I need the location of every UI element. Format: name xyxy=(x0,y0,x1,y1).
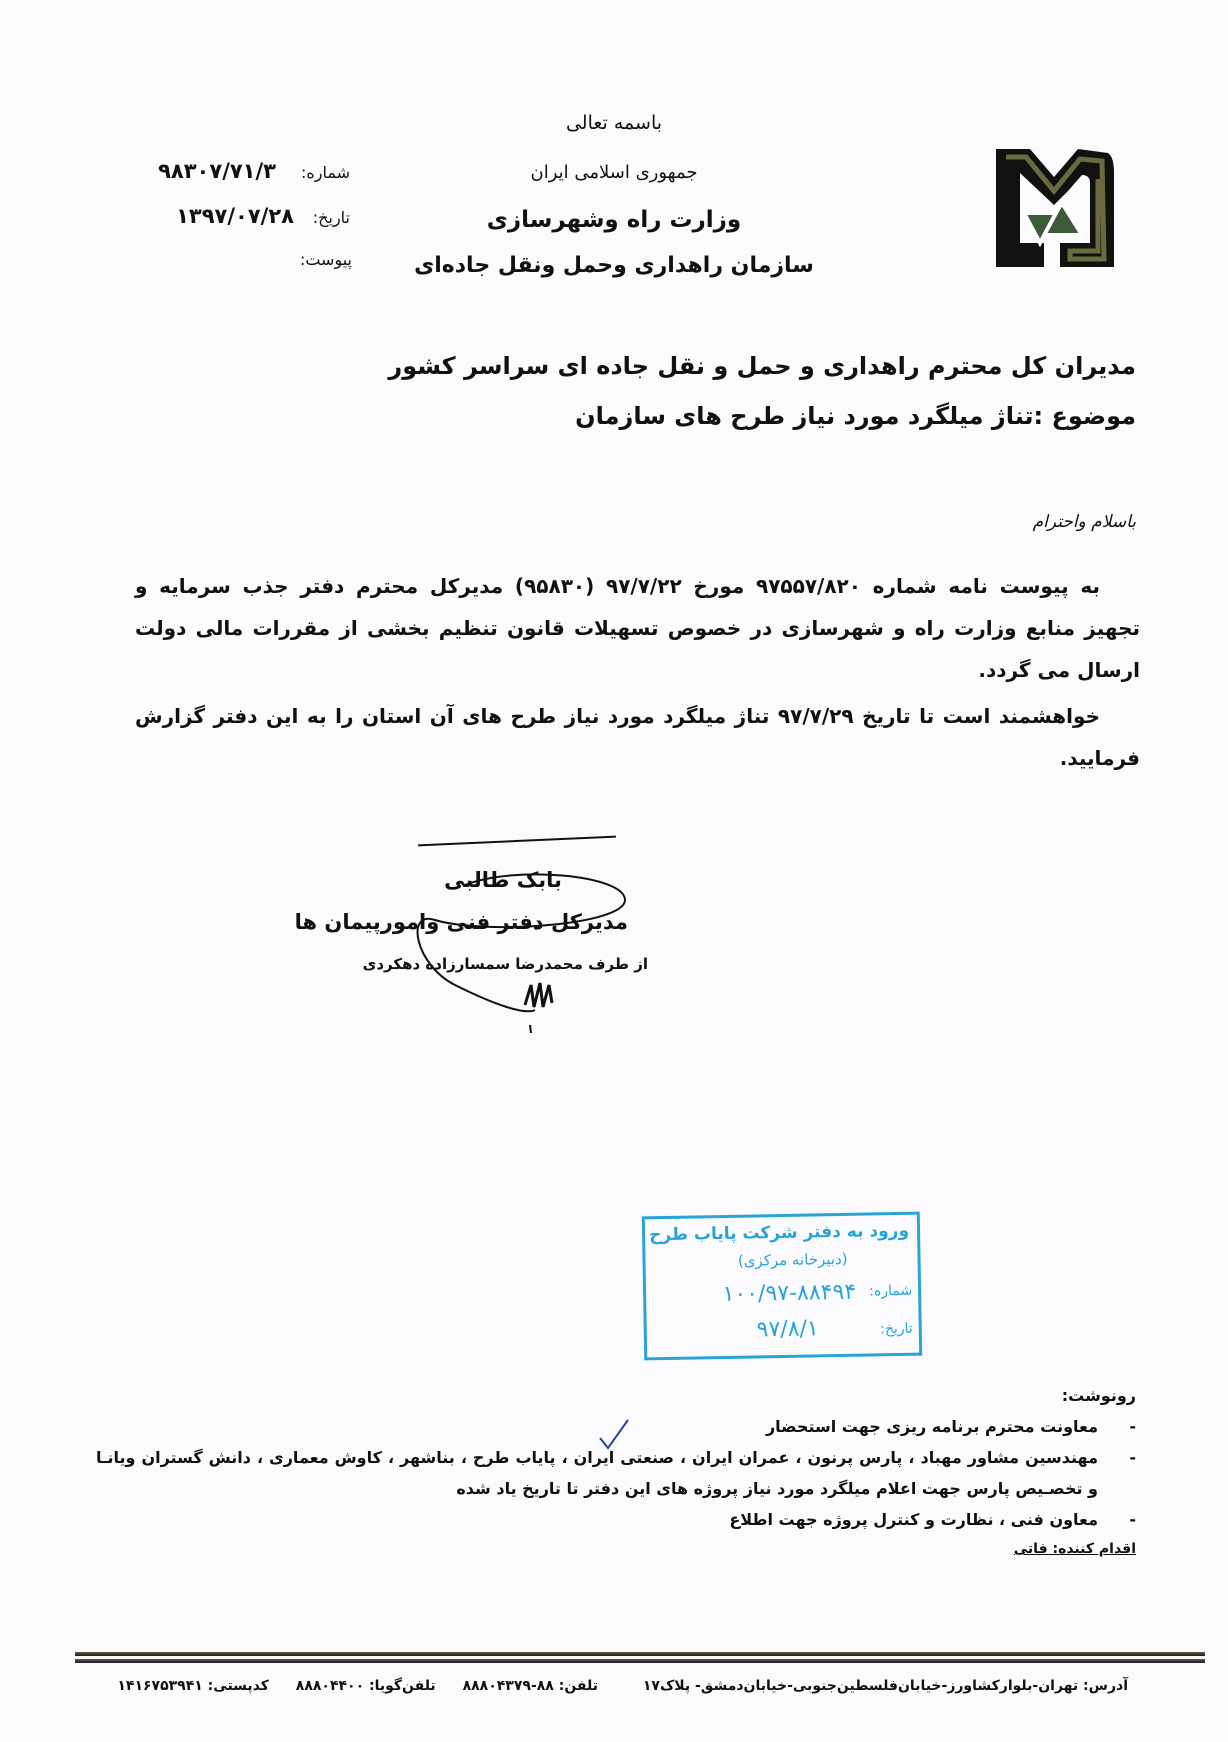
recipient: مدیران کل محترم راهداری و حمل و نقل جاده ای سراسر کشور xyxy=(388,352,1136,380)
paragraph-1: به پیوست نامه شماره ۹۷۵۵۷/۸۲۰ مورخ ۹۷/۷/۲۲ (۹۵۸۳۰) مدیرکل محترم دفتر جذب سرمایه و تجهیز منابع وزارت راه و شهرسازی در خصوص تسهیلات قانون تنظیم بخشی از مقررات مالی دولت ارسال می گردد. xyxy=(135,574,1140,682)
signatory-title: مدیرکل دفتر فنی وامورپیمان ها xyxy=(294,910,628,934)
receipt-stamp xyxy=(642,1212,922,1361)
copy-item-text: معاونت محترم برنامه ریزی جهت استحضار xyxy=(765,1417,1098,1436)
ministry-name: وزارت راه وشهرسازی xyxy=(486,207,742,233)
copy-item-text: مهندسین مشاور مهباد ، پارس پرنون ، عمران ایران ، صنعتی ایران ، پایاب طرح ، بناشهر ، کاوش معماری ، دانش گستران ویانـا و تخصـیص پارس جهت اعلام میلگرد مورد نیاز پروژه های این دفتر تا تاریخ یاد شده xyxy=(96,1448,1098,1498)
list-dash: - xyxy=(1129,1417,1136,1436)
footer-divider xyxy=(75,1652,1205,1664)
copy-item-text: معاون فنی ، نظارت و کنترل پروژه جهت اطلاع xyxy=(729,1510,1098,1529)
stamp-title: ورود به دفتر شرکت پایاب طرح xyxy=(648,1220,910,1246)
copy-item-2 xyxy=(96,1442,1136,1504)
copies-section xyxy=(96,1380,1136,1563)
signatory-on-behalf: از طرف محمدرضا سمسارزاده دهکردی xyxy=(362,955,648,973)
stamp-subtitle: (دبیرخانه مرکزی) xyxy=(737,1249,848,1270)
date-value: ۱۳۹۷/۰۷/۲۸ xyxy=(176,204,294,228)
basmeh: باسمه تعالی xyxy=(565,112,663,134)
date-label: تاریخ: xyxy=(312,208,350,227)
organization-logo xyxy=(990,143,1118,275)
footer-voice-phone: تلفن‌گویا: ۸۸۸۰۴۴۰۰ xyxy=(295,1678,436,1694)
stamp-date-label: تاریخ: xyxy=(880,1320,913,1338)
paragraph-2: خواهشمند است تا تاریخ ۹۷/۷/۲۹ تناژ میلگرد مورد نیاز طرح های آن استان را به این دفتر گزارش فرمایید. xyxy=(135,704,1140,770)
stamp-date: ۹۷/۸/۱ xyxy=(756,1316,819,1343)
footer-postal-code: کدپستی: ۱۴۱۶۷۵۳۹۴۱ xyxy=(117,1678,269,1694)
footer-contact xyxy=(117,1678,1128,1694)
list-dash: - xyxy=(1129,1448,1136,1467)
number-value: ۹۸۳۰۷/۷۱/۳ xyxy=(158,159,276,183)
stamp-number: ۱۰۰/۹۷-۸۸۴۹۴ xyxy=(722,1279,857,1308)
organization-name: سازمان راهداری وحمل ونقل جاده‌ای xyxy=(414,253,814,278)
subject: موضوع :تناژ میلگرد مورد نیاز طرح های سازمان xyxy=(575,402,1136,430)
country-name: جمهوری اسلامی ایران xyxy=(530,162,698,183)
letter-body xyxy=(135,565,1140,783)
number-label: شماره: xyxy=(300,163,350,182)
stamp-number-label: شماره: xyxy=(869,1282,913,1300)
action-by: اقدام کننده: فاتی xyxy=(1013,1541,1136,1557)
attachment-label: پیوست: xyxy=(299,250,352,269)
footer-phone: تلفن: ۸۸-۸۸۸۰۴۳۷۹ xyxy=(462,1678,598,1694)
footer-address: آدرس: تهران-بلوارکشاورز-خیابان‌فلسطین‌جنوبی-خیابان‌دمشق- پلاک۱۷ xyxy=(642,1678,1128,1694)
copy-item-1 xyxy=(96,1411,1136,1442)
signature-line xyxy=(418,836,616,847)
copies-label: رونوشت: xyxy=(1061,1386,1136,1405)
list-dash: - xyxy=(1129,1510,1136,1529)
copy-item-3 xyxy=(96,1504,1136,1535)
signatory-name: بابک طالبی xyxy=(444,868,562,892)
greeting: باسلام واحترام xyxy=(1032,512,1136,532)
